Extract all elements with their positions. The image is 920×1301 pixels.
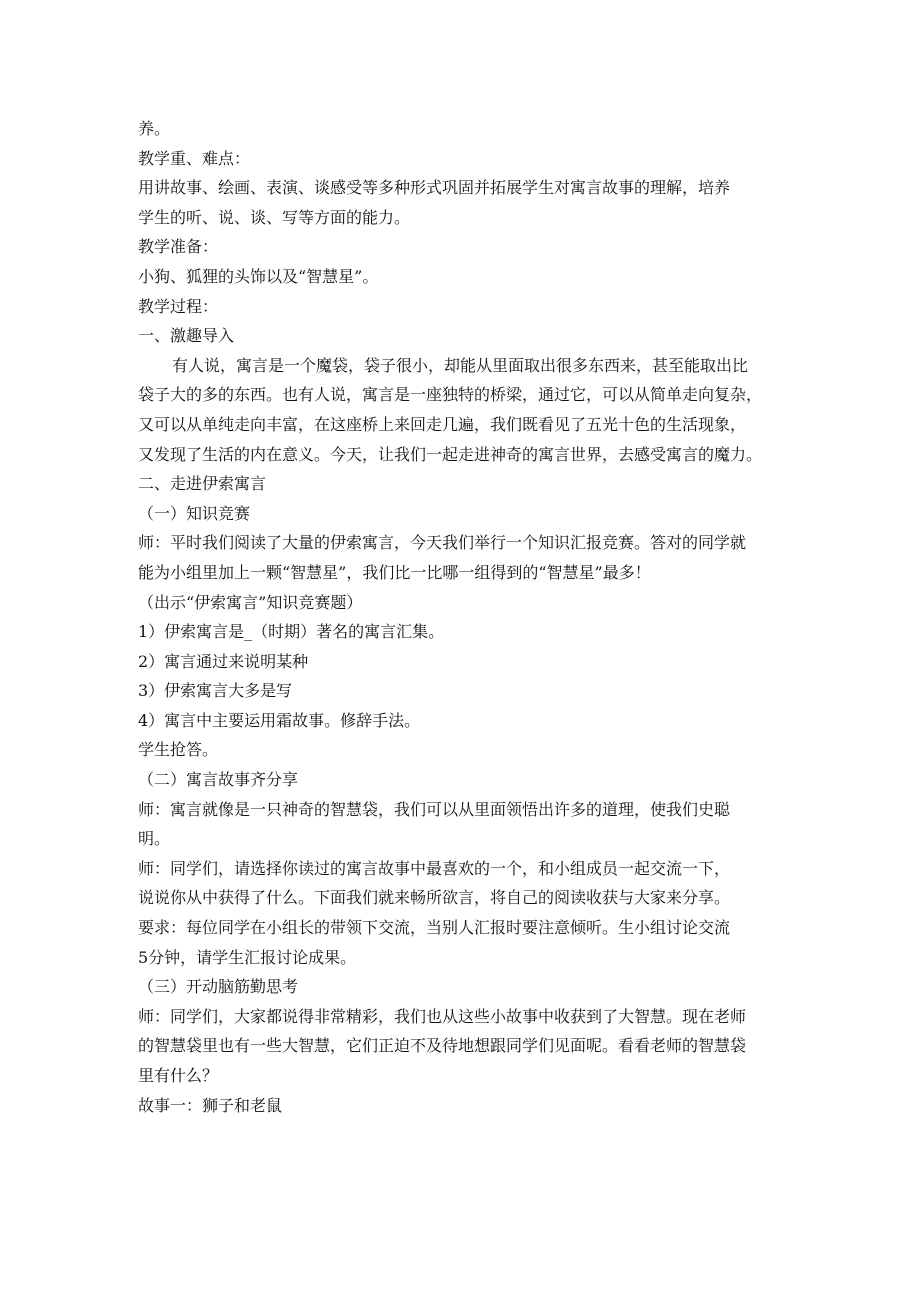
paragraph-line: 又可以从单纯走向丰富，在这座桥上来回走几遍，我们既看见了五光十色的生活现象， — [138, 414, 747, 434]
quiz-item: 3）伊索寓言大多是写 — [138, 681, 293, 701]
text-line: 师：寓言就像是一只神奇的智慧袋，我们可以从里面领悟出许多的道理，使我们史聪 — [138, 799, 731, 819]
text-line: 能为小组里加上一颗“智慧星”，我们比一比哪一组得到的“智慧星”最多！ — [138, 562, 651, 582]
quiz-item: 1）伊索寓言是_（时期）著名的寓言汇集。 — [138, 622, 445, 642]
paragraph-line: 又发现了生活的内在意义。今天，让我们一起走进神奇的寓言世界，去感受寓言的魔力。 — [138, 444, 763, 464]
subsection-heading: （三）开动脑筋勤思考 — [138, 977, 299, 997]
text-line: 明。 — [138, 829, 171, 849]
paragraph-line: 有人说，寓言是一个魔袋，袋子很小，却能从里面取出很多东西来，甚至能取出比 — [172, 355, 749, 375]
document-page — [138, 114, 798, 1120]
paragraph-line: 袋子大的多的东西。也有人说，寓言是一座独特的桥梁，通过它，可以从简单走向复杂， — [138, 385, 763, 405]
text-line: 里有什么？ — [138, 1066, 219, 1085]
subsection-heading: （二）寓言故事齐分享 — [138, 770, 299, 790]
text-line: 说说你从中获得了什么。下面我们就来畅所欲言，将自己的阅读收获与大家来分享。 — [138, 888, 731, 908]
text-line: 养。 — [138, 119, 171, 138]
text-line: 小狗、狐狸的头饰以及“智慧星”。 — [138, 266, 379, 286]
text-line: 用讲故事、绘画、表演、谈感受等多种形式巩固并拓展学生对寓言故事的理解，培养 — [138, 178, 731, 198]
section-heading: 教学重、难点： — [138, 148, 251, 168]
subsection-heading: （一）知识竞赛 — [138, 503, 251, 523]
quiz-item: 2）寓言通过来说明某种 — [138, 651, 309, 671]
text-line: 学生抢答。 — [138, 740, 219, 760]
quiz-item: 4）寓言中主要运用霜故事。修辞手法。 — [138, 710, 421, 730]
text-line: （出示“伊索寓言”知识竞赛题） — [138, 592, 363, 612]
section-heading: 教学过程： — [138, 296, 219, 316]
section-heading: 教学准备： — [138, 237, 219, 257]
story-title: 故事一：狮子和老鼠 — [138, 1095, 283, 1115]
text-line: 要求：每位同学在小组长的带领下交流，当别人汇报时要注意倾听。生小组讨论交流 — [138, 918, 731, 938]
text-line: 师：平时我们阅读了大量的伊索寓言，今天我们举行一个知识汇报竞赛。答对的同学就 — [138, 533, 747, 553]
text-line: 师：同学们，请选择你读过的寓言故事中最喜欢的一个，和小组成员一起交流一下， — [138, 858, 731, 878]
text-line: 5分钟，请学生汇报讨论成果。 — [138, 947, 357, 967]
text-line: 师：同学们，大家都说得非常精彩，我们也从这些小故事中收获到了大智慧。现在老师 — [138, 1006, 747, 1026]
section-heading: 二、走进伊索寓言 — [138, 474, 267, 494]
text-line: 的智慧袋里也有一些大智慧，它们正迫不及待地想跟同学们见面呢。看看老师的智慧袋 — [138, 1036, 747, 1056]
text-line: 学生的听、说、谈、写等方面的能力。 — [138, 207, 411, 227]
section-heading: 一、激趣导入 — [138, 326, 235, 346]
